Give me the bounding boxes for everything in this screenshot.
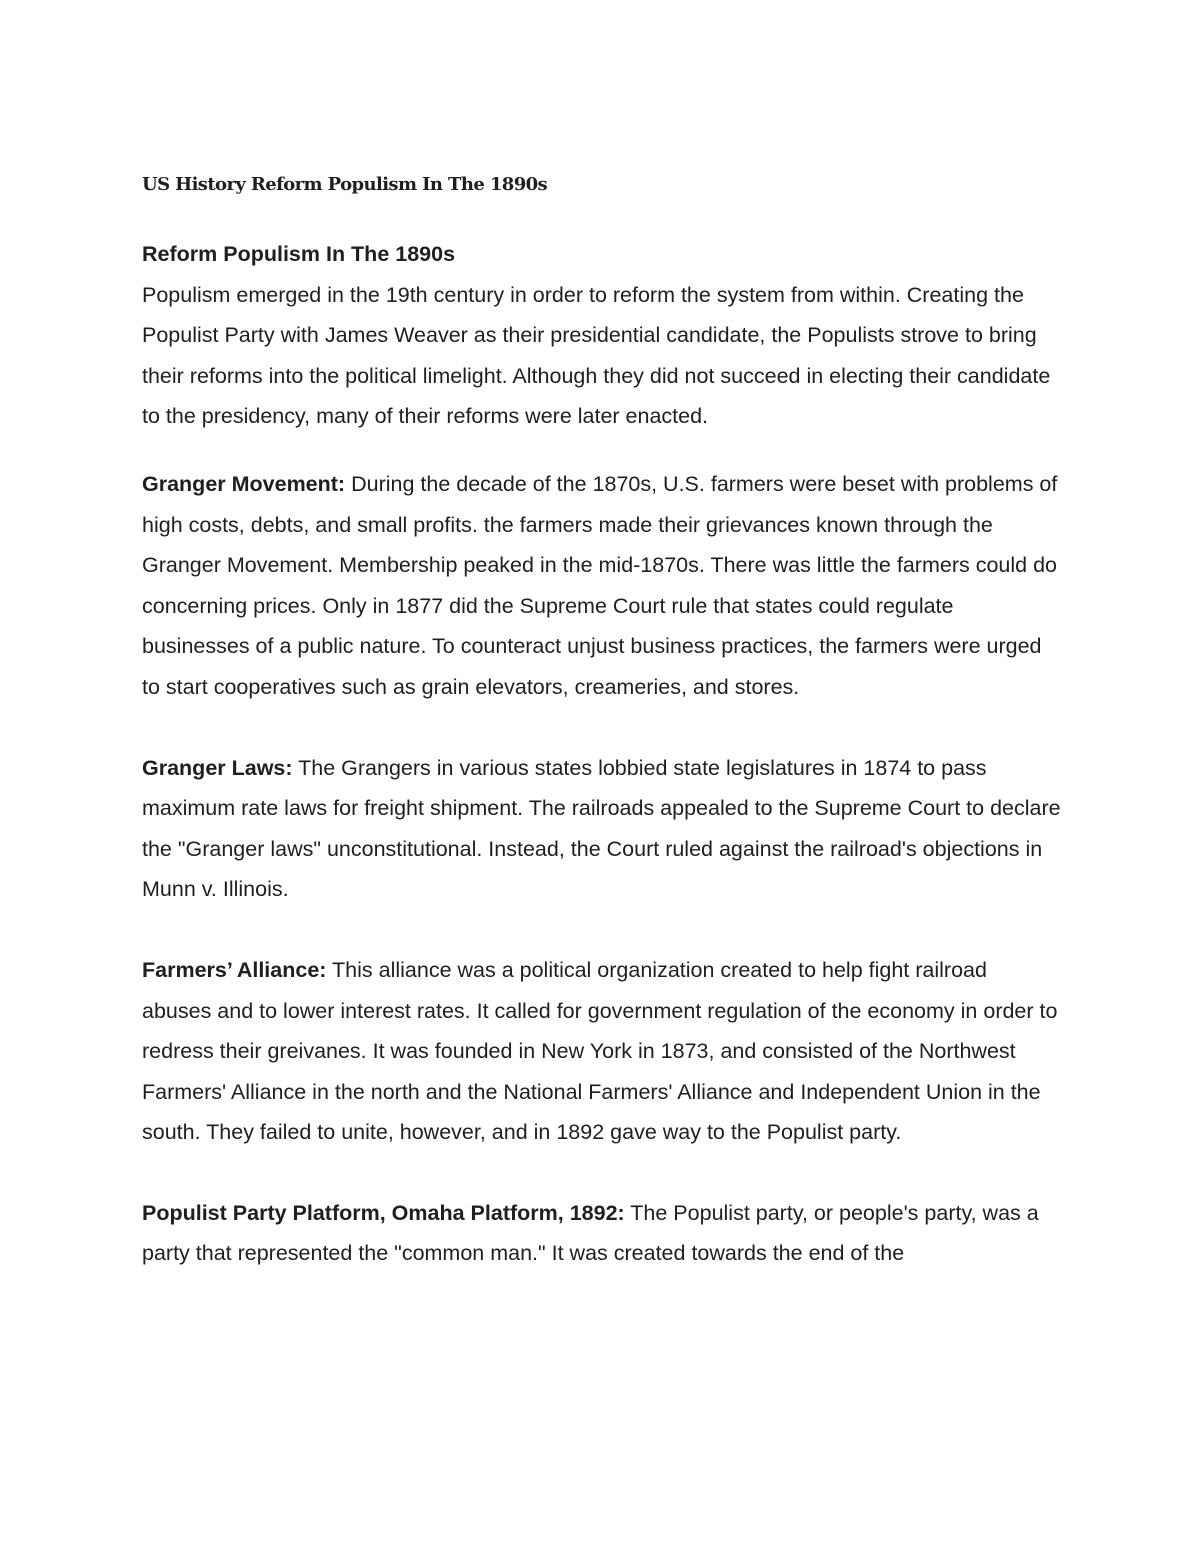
populist-platform-text: The Populist party, or people's party, was a party that represented the "common man." It was created towards the end of the bbox=[142, 1200, 1039, 1266]
farmers-alliance-paragraph bbox=[142, 950, 1062, 1153]
granger-movement-term: Granger Movement: bbox=[142, 471, 346, 496]
farmers-alliance-text: This alliance was a political organization created to help fight railroad abuses and to lower interest rates. It called for government regulation of the economy in order to redress their greivanes. It was founded in New York in 1873, and consisted of the Northwest Farmers' Alliance in the north and the National Farmers' Alliance and Independent Union in the south. They failed to unite, however, and in 1892 gave way to the Populist party. bbox=[142, 957, 1058, 1145]
populist-platform-paragraph bbox=[142, 1193, 1062, 1274]
document-title: US History Reform Populism In The 1890s bbox=[142, 174, 548, 195]
granger-laws-paragraph bbox=[142, 748, 1062, 910]
intro-paragraph: Populism emerged in the 19th century in order to reform the system from within. Creating the Populist Party with James Weaver as their presidential candidate, the Populists strove to bring their reforms into the political limelight. Although they did not succeed in electing their candidate to the presidency, many of their reforms were later enacted. bbox=[142, 282, 1051, 429]
granger-laws-term: Granger Laws: bbox=[142, 755, 293, 780]
document-body bbox=[142, 234, 1062, 1274]
granger-movement-text: During the decade of the 1870s, U.S. farmers were beset with problems of high costs, debts, and small profits. the farmers made their grievances known through the Granger Movement. Membership peaked in the mid-1870s. There was little the farmers could do concerning prices. Only in 1877 did the Supreme Court rule that states could regulate businesses of a public nature. To counteract unjust business practices, the farmers were urged to start cooperatives such as grain elevators, creameries, and stores. bbox=[142, 471, 1058, 699]
section-heading: Reform Populism In The 1890s bbox=[142, 242, 456, 266]
populist-platform-term: Populist Party Platform, Omaha Platform, 1892: bbox=[142, 1200, 625, 1225]
farmers-alliance-term: Farmers’ Alliance: bbox=[142, 957, 327, 982]
granger-laws-text: The Grangers in various states lobbied state legislatures in 1874 to pass maximum rate laws for freight shipment. The railroads appealed to the Supreme Court to declare the "Granger laws" unconstitutional. Instead, the Court ruled against the railroad's objections in Munn v. Illinois. bbox=[142, 755, 1061, 902]
granger-movement-paragraph bbox=[142, 464, 1062, 708]
